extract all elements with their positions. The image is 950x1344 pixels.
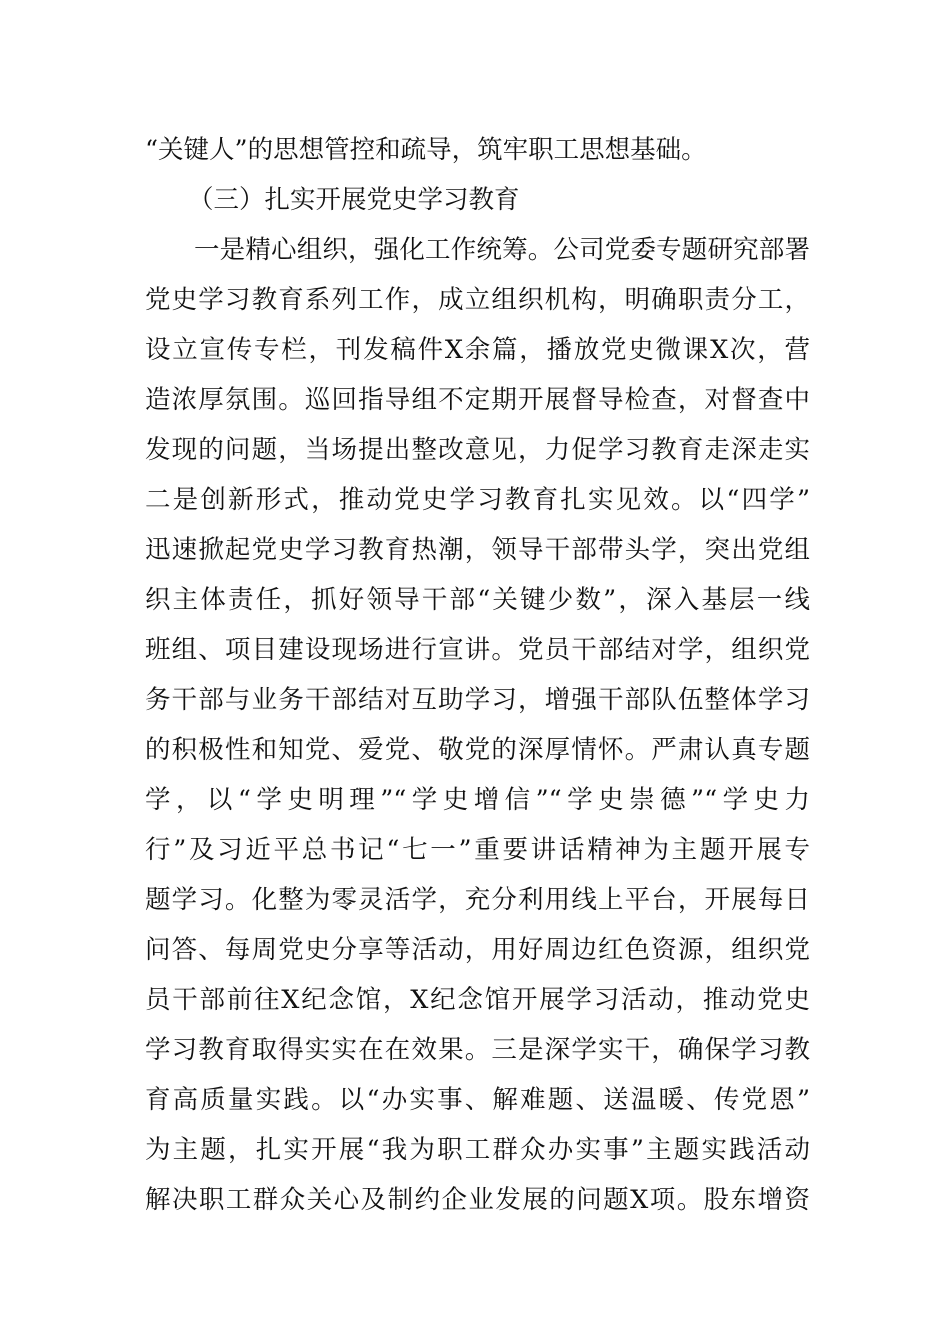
text-line: 班组、项目建设现场进行宣讲。党员干部结对学，组织党 bbox=[145, 635, 810, 665]
text-line: 务干部与业务干部结对互助学习，增强干部队伍整体学习 bbox=[145, 685, 810, 715]
text-line: 员干部前往X纪念馆，X纪念馆开展学习活动，推动党史 bbox=[145, 985, 810, 1015]
text-line: 的积极性和知党、爱党、敬党的深厚情怀。严肃认真专题 bbox=[145, 735, 810, 765]
text-line: 问答、每周党史分享等活动，用好周边红色资源，组织党 bbox=[145, 935, 810, 965]
text-line: 二是创新形式，推动党史学习教育扎实见效。以“四学” bbox=[145, 485, 810, 515]
text-line: 学，以“学史明理”“学史增信”“学史崇德”“学史力 bbox=[145, 785, 810, 815]
text-line: 造浓厚氛围。巡回指导组不定期开展督导检查，对督查中 bbox=[145, 385, 810, 415]
text-line: 解决职工群众关心及制约企业发展的问题X项。股东增资 bbox=[145, 1185, 810, 1215]
text-line: 织主体责任，抓好领导干部“关键少数”，深入基层一线 bbox=[145, 585, 810, 615]
text-line: 一是精心组织，强化工作统筹。公司党委专题研究部署 bbox=[194, 235, 810, 265]
text-line: 行”及习近平总书记“七一”重要讲话精神为主题开展专 bbox=[145, 835, 810, 865]
text-line: 迅速掀起党史学习教育热潮，领导干部带头学，突出党组 bbox=[145, 535, 810, 565]
text-line: 为主题，扎实开展“我为职工群众办实事”主题实践活动 bbox=[145, 1135, 810, 1165]
text-line: 党史学习教育系列工作，成立组织机构，明确职责分工， bbox=[145, 285, 810, 315]
text-line: “关键人”的思想管控和疏导，筑牢职工思想基础。 bbox=[145, 135, 707, 165]
text-line: 学习教育取得实实在在效果。三是深学实干，确保学习教 bbox=[145, 1035, 810, 1065]
text-line: 设立宣传专栏，刊发稿件X余篇，播放党史微课X次，营 bbox=[145, 335, 810, 365]
text-line: 育高质量实践。以“办实事、解难题、送温暖、传党恩” bbox=[145, 1085, 810, 1115]
text-line: 发现的问题，当场提出整改意见，力促学习教育走深走实 bbox=[145, 435, 810, 465]
section-heading: （三）扎实开展党史学习教育 bbox=[188, 185, 520, 215]
text-line: 题学习。化整为零灵活学，充分利用线上平台，开展每日 bbox=[145, 885, 810, 915]
